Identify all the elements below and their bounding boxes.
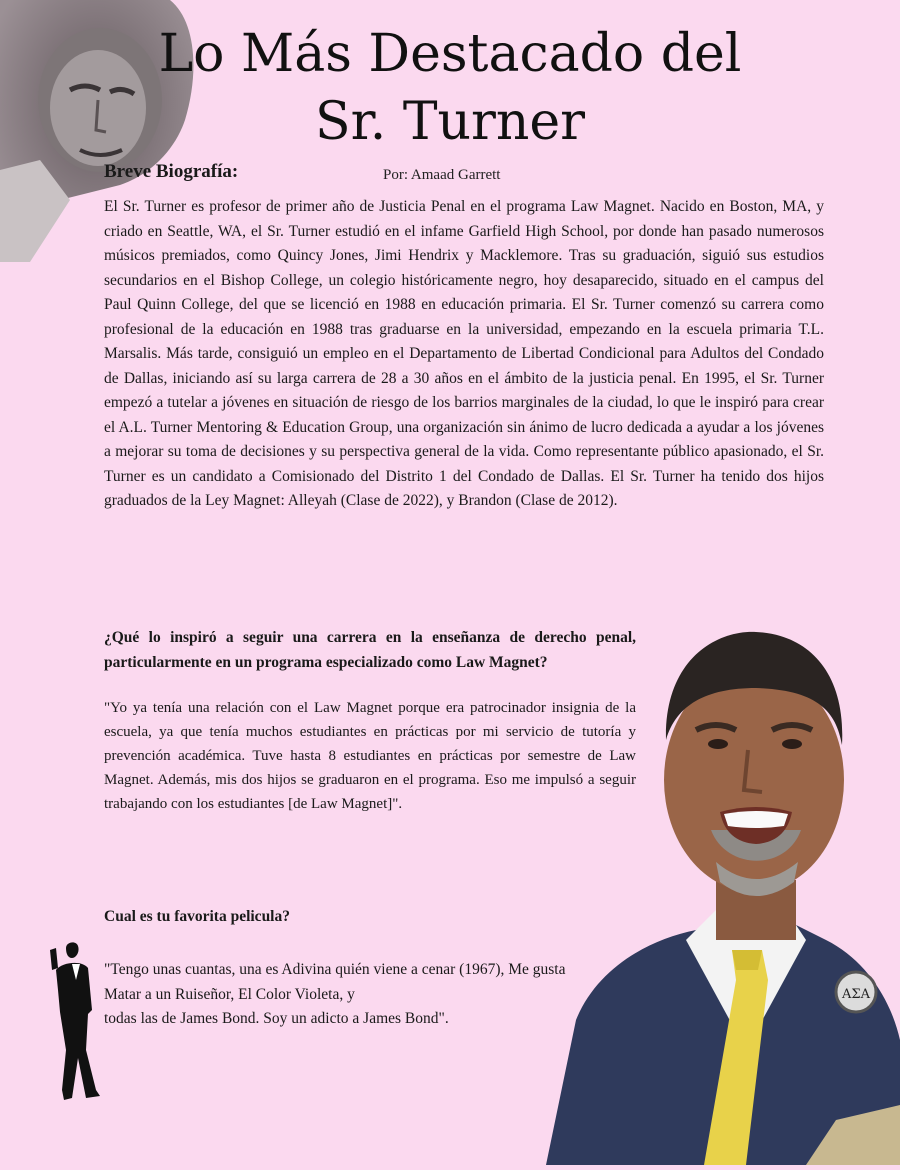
byline: Por: Amaad Garrett xyxy=(383,167,501,183)
question-inspiration: ¿Qué lo inspiró a seguir una carrera en la enseñanza de derecho penal, particularmente en un programa especializado como Law Magnet? xyxy=(104,629,636,671)
answer-inspiration: "Yo ya tenía una relación con el Law Magnet porque era patrocinador insignia de la escuela, ya que tenía muchos estudiantes en prácticas por mi servicio de tutoría y prevención académica. Tuve hasta 8 estudiantes en prácticas por semestre de Law Magnet. Además, mis dos hijos se graduaron en el programa. Eso me impulsó a seguir trabajando con los estudiantes [de Law Magnet]". xyxy=(104,700,636,812)
answer-favorite-movie: "Tengo unas cuantas, una es Adivina quién viene a cenar (1967), Me gusta Matar a un Ruiseñor, El Color Violeta, y todas las de James Bond. Soy un adicto a James Bond". xyxy=(104,961,566,1027)
page-title: Lo Más Destacado del Sr. Turner xyxy=(158,24,742,152)
james-bond-silhouette xyxy=(38,940,128,1110)
mr-turner-portrait-photo xyxy=(536,580,900,1165)
bio-text: El Sr. Turner es profesor de primer año de Justicia Penal en el programa Law Magnet. Nacido en Boston, MA, y criado en Seattle, WA, el Sr. Turner estudió en el infame Garfield High School, por donde han pasado numerosos músicos premiados, como Quincy Jones, Jimi Hendrix y Macklemore. Tras su graduación, siguió sus estudios secundarios en el Bishop College, un colegio históricamente negro, hoy desaparecido, situado en el campus del Paul Quinn College, del que se licenció en 1988 en educación primaria. El Sr. Turner comenzó su carrera como profesional de la educación en 1988 tras graduarse en la universidad, empezando en la escuela primaria T.L. Marsalis. Más tarde, consiguió un empleo en el Departamento de Libertad Condicional para Adultos del Condado de Dallas, iniciando así su larga carrera de 28 a 30 años en el ámbito de la justicia penal. En 1995, el Sr. Turner empezó a tutelar a jóvenes en situación de riesgo de los barrios marginales de la ciudad, lo que le inspiró para crear el A.L. Turner Mentoring & Education Group, una organización sin ánimo de lucro dedicada a ayudar a los jóvenes a mejorar su toma de decisiones y su perspectiva general de la vida. Como representante público apasionado, el Sr. Turner es un candidato a Comisionado del Distrito 1 del Condado de Dallas. El Sr. Turner ha tenido dos hijos graduados de la Ley Magnet: Alleyah (Clase de 2022), y Brandon (Clase de 2012). xyxy=(104,198,824,509)
bio-heading: Breve Biografía: xyxy=(104,161,239,182)
svg-text:ΑΣΑ: ΑΣΑ xyxy=(842,987,870,1002)
question-favorite-movie: Cual es tu favorita pelicula? xyxy=(104,908,290,925)
